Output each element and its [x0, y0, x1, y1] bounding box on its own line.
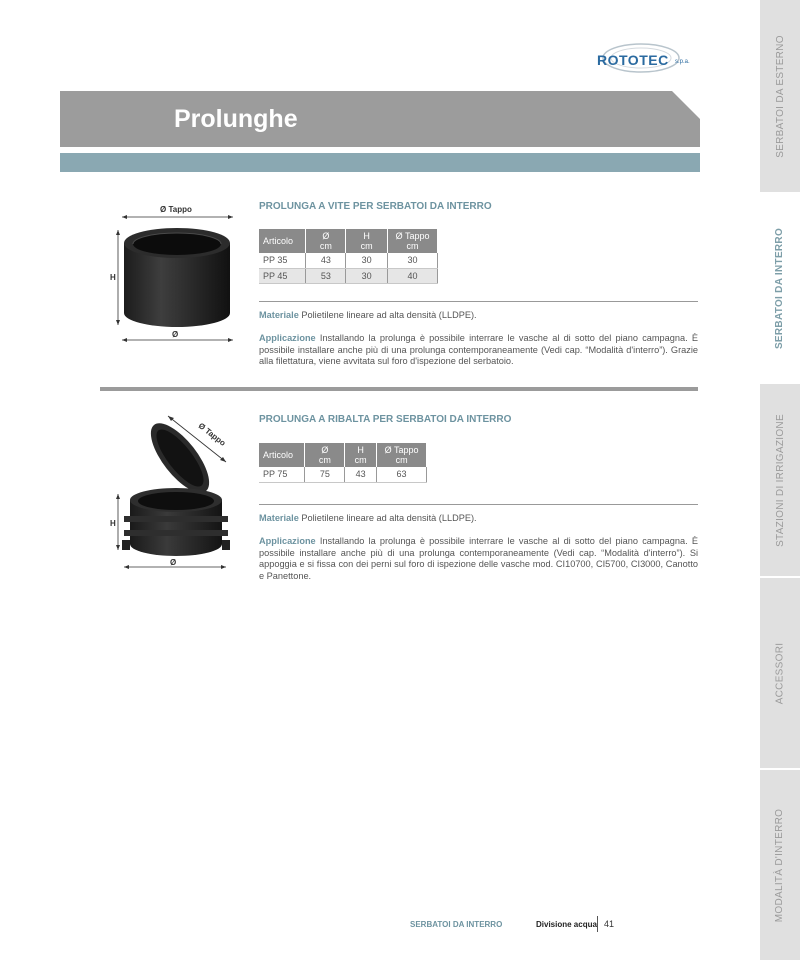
material-text: Polietilene lineare ad alta densità (LLDPE).	[301, 310, 477, 320]
application-paragraph	[259, 333, 698, 368]
table-cell: PP 35	[259, 253, 306, 268]
col-header-h: H cm	[345, 443, 377, 467]
table-header-row	[259, 229, 438, 253]
side-tab-label: MODALITÀ D'INTERRO	[774, 808, 786, 922]
table-cell: 63	[377, 467, 427, 482]
table-cell: 30	[388, 253, 438, 268]
dim-label-h: H	[110, 519, 116, 528]
application-paragraph	[259, 536, 698, 582]
rototec-logo	[595, 40, 690, 76]
material-label: Materiale	[259, 513, 299, 523]
spec-table	[259, 229, 438, 284]
logo-text: ROTOTEC	[597, 52, 669, 68]
table-cell: 53	[306, 268, 346, 283]
table-cell: PP 75	[259, 467, 305, 482]
material-paragraph	[259, 310, 698, 322]
side-tab-serbatoi-esterno[interactable]	[760, 0, 800, 192]
divider	[259, 301, 698, 302]
title-band	[60, 153, 700, 172]
side-tab-label: SERBATOI DA INTERRO	[774, 227, 786, 349]
spec-table	[259, 443, 427, 483]
table-row	[259, 467, 427, 482]
banner-shape	[60, 91, 700, 147]
material-text: Polietilene lineare ad alta densità (LLDPE).	[301, 513, 477, 523]
col-header-tappo: Ø Tappo cm	[388, 229, 438, 253]
product-title: PROLUNGA A VITE PER SERBATOI DA INTERRO	[259, 201, 492, 212]
side-tab-serbatoi-interro[interactable]	[760, 192, 800, 384]
table-cell: 43	[306, 253, 346, 268]
divider	[259, 504, 698, 505]
table-cell: PP 45	[259, 268, 306, 283]
dim-label-tappo: Ø Tappo	[196, 421, 228, 448]
application-text: Installando la prolunga è possibile interrare le vasche al di sotto del piano campagna. È possibile installare anche più di una prolunga contemporaneamente (Vedi cap. “Modalità d'interro”). Si appoggia e si fissa con dei perni sul foro di ispezione delle vasche mod. CI10700, CI5700, CI3000, Canotto e Panettone.	[259, 536, 698, 581]
footer-separator	[597, 916, 598, 932]
side-tabs	[760, 0, 800, 960]
col-header-h: H cm	[346, 229, 388, 253]
prolunga-vite-illustration	[110, 205, 245, 345]
side-tab-label: ACCESSORI	[774, 642, 786, 704]
table-cell: 43	[345, 467, 377, 482]
side-tab-stazioni-irrigazione[interactable]	[760, 384, 800, 576]
table-row	[259, 268, 438, 283]
application-label: Applicazione	[259, 536, 316, 546]
col-header-articolo: Articolo	[259, 443, 305, 467]
material-label: Materiale	[259, 310, 299, 320]
side-tab-label: STAZIONI DI IRRIGAZIONE	[774, 413, 786, 547]
table-header-row	[259, 443, 427, 467]
page-title: Prolunghe	[174, 105, 298, 133]
table-cell: 30	[346, 268, 388, 283]
logo-suffix: s.p.a.	[675, 59, 690, 65]
col-header-articolo: Articolo	[259, 229, 306, 253]
table-row	[259, 253, 438, 268]
footer-division: Divisione acqua	[536, 920, 597, 929]
dim-label-diameter: Ø	[172, 330, 179, 339]
table-cell: 30	[346, 253, 388, 268]
dim-label-h: H	[110, 273, 116, 282]
page-number: 41	[604, 919, 615, 929]
col-header-diameter: Ø cm	[306, 229, 346, 253]
dim-label-tappo: Ø Tappo	[160, 205, 192, 214]
side-tab-modalita-interro[interactable]	[760, 770, 800, 960]
section-separator	[100, 387, 698, 391]
dim-label-diameter: Ø	[170, 558, 177, 567]
footer-section-name: SERBATOI DA INTERRO	[410, 920, 503, 929]
table-cell: 75	[305, 467, 345, 482]
col-header-diameter: Ø cm	[305, 443, 345, 467]
col-header-tappo: Ø Tappo cm	[377, 443, 427, 467]
product-title: PROLUNGA A RIBALTA PER SERBATOI DA INTERRO	[259, 414, 512, 425]
side-tab-accessori[interactable]	[760, 578, 800, 768]
application-label: Applicazione	[259, 333, 316, 343]
application-text: Installando la prolunga è possibile interrare le vasche al di sotto del piano campagna. È possibile installare anche più di una prolunga contemporaneamente (Vedi cap. “Modalità d'interro”). Grazie alla filettatura, viene avvitata sul foro d'ispezione del serbatoio.	[259, 333, 698, 366]
side-tab-label: SERBATOI DA ESTERNO	[774, 34, 786, 158]
title-banner	[60, 91, 700, 147]
material-paragraph	[259, 513, 698, 525]
table-cell: 40	[388, 268, 438, 283]
